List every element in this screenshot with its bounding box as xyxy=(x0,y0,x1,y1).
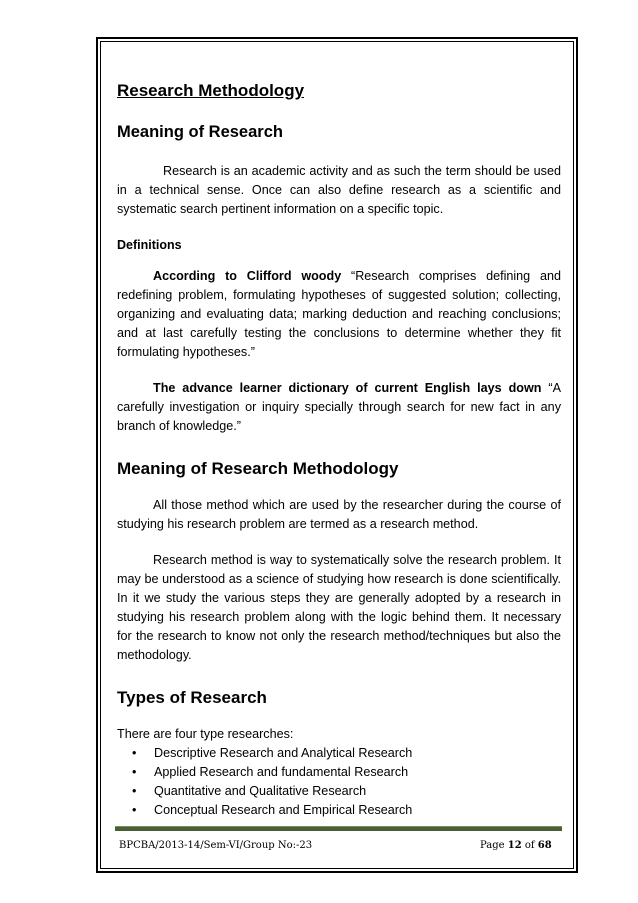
list-item-label: Conceptual Research and Empirical Research xyxy=(154,803,413,817)
list-item xyxy=(117,744,561,763)
list-item xyxy=(117,763,561,782)
methodology-paragraph-1: All those method which are used by the researcher during the course of studying his research problem are termed as a research method. xyxy=(117,498,561,531)
footer-document-id: BPCBA/2013-14/Sem-VI/Group No:-23 xyxy=(119,840,313,851)
page-of-label: of xyxy=(521,840,538,851)
definition-learner-dictionary-lead: The advance learner dictionary of current English lays down xyxy=(153,381,542,395)
page-total: 68 xyxy=(537,840,552,851)
types-list xyxy=(117,744,561,820)
list-item xyxy=(117,782,561,801)
section-heading-meaning-of-research-methodology: Meaning of Research Methodology xyxy=(117,459,399,478)
page-current: 12 xyxy=(507,840,522,851)
list-item-label: Applied Research and fundamental Research xyxy=(154,765,409,779)
document-body xyxy=(117,80,561,820)
definitions-heading: Definitions xyxy=(117,238,182,252)
definition-clifford-woody-lead: According to Clifford woody xyxy=(153,269,342,283)
bullet-icon: • xyxy=(132,784,137,798)
definition-clifford-woody xyxy=(117,267,561,362)
list-item xyxy=(117,801,561,820)
list-item-label: Descriptive Research and Analytical Research xyxy=(154,746,413,760)
definition-learner-dictionary xyxy=(117,379,561,436)
bullet-icon: • xyxy=(132,803,137,817)
bullet-icon: • xyxy=(132,746,137,760)
document-title: Research Methodology xyxy=(117,81,305,100)
page-label: Page xyxy=(480,840,508,851)
footer-rule xyxy=(115,826,562,831)
footer-page-number xyxy=(480,840,552,851)
methodology-paragraph-2: Research method is way to systematically solve the research problem. It may be understood as a science of studying how research is done scientifically. In it we study the various steps they are generally adopted by a research in studying his research problem along with the logic behind them. It necessary for the research to know not only the research method/techniques but also the methodology. xyxy=(117,553,561,662)
meaning-of-research-paragraph: Research is an academic activity and as such the term should be used in a technical sense. Once can also define research as a scientific and systematic search pertinent information on a specific topic. xyxy=(117,164,561,216)
section-heading-meaning-of-research: Meaning of Research xyxy=(117,123,283,141)
definition-clifford-woody-text: “Research comprises defining and redefining problem, formulating hypotheses of suggested solution; collecting, organizing and evaluating data; marking deduction and reaching conclusions; and at last carefully testing the conclusions to determine whether they fit formulating hypotheses.” xyxy=(117,269,561,359)
definition-learner-dictionary-text: “A carefully investigation or inquiry specially through search for new fact in any branch of knowledge.” xyxy=(117,381,561,433)
types-intro: There are four type researches: xyxy=(117,727,294,741)
list-item-label: Quantitative and Qualitative Research xyxy=(154,784,367,798)
section-heading-types-of-research: Types of Research xyxy=(117,688,267,707)
bullet-icon: • xyxy=(132,765,137,779)
